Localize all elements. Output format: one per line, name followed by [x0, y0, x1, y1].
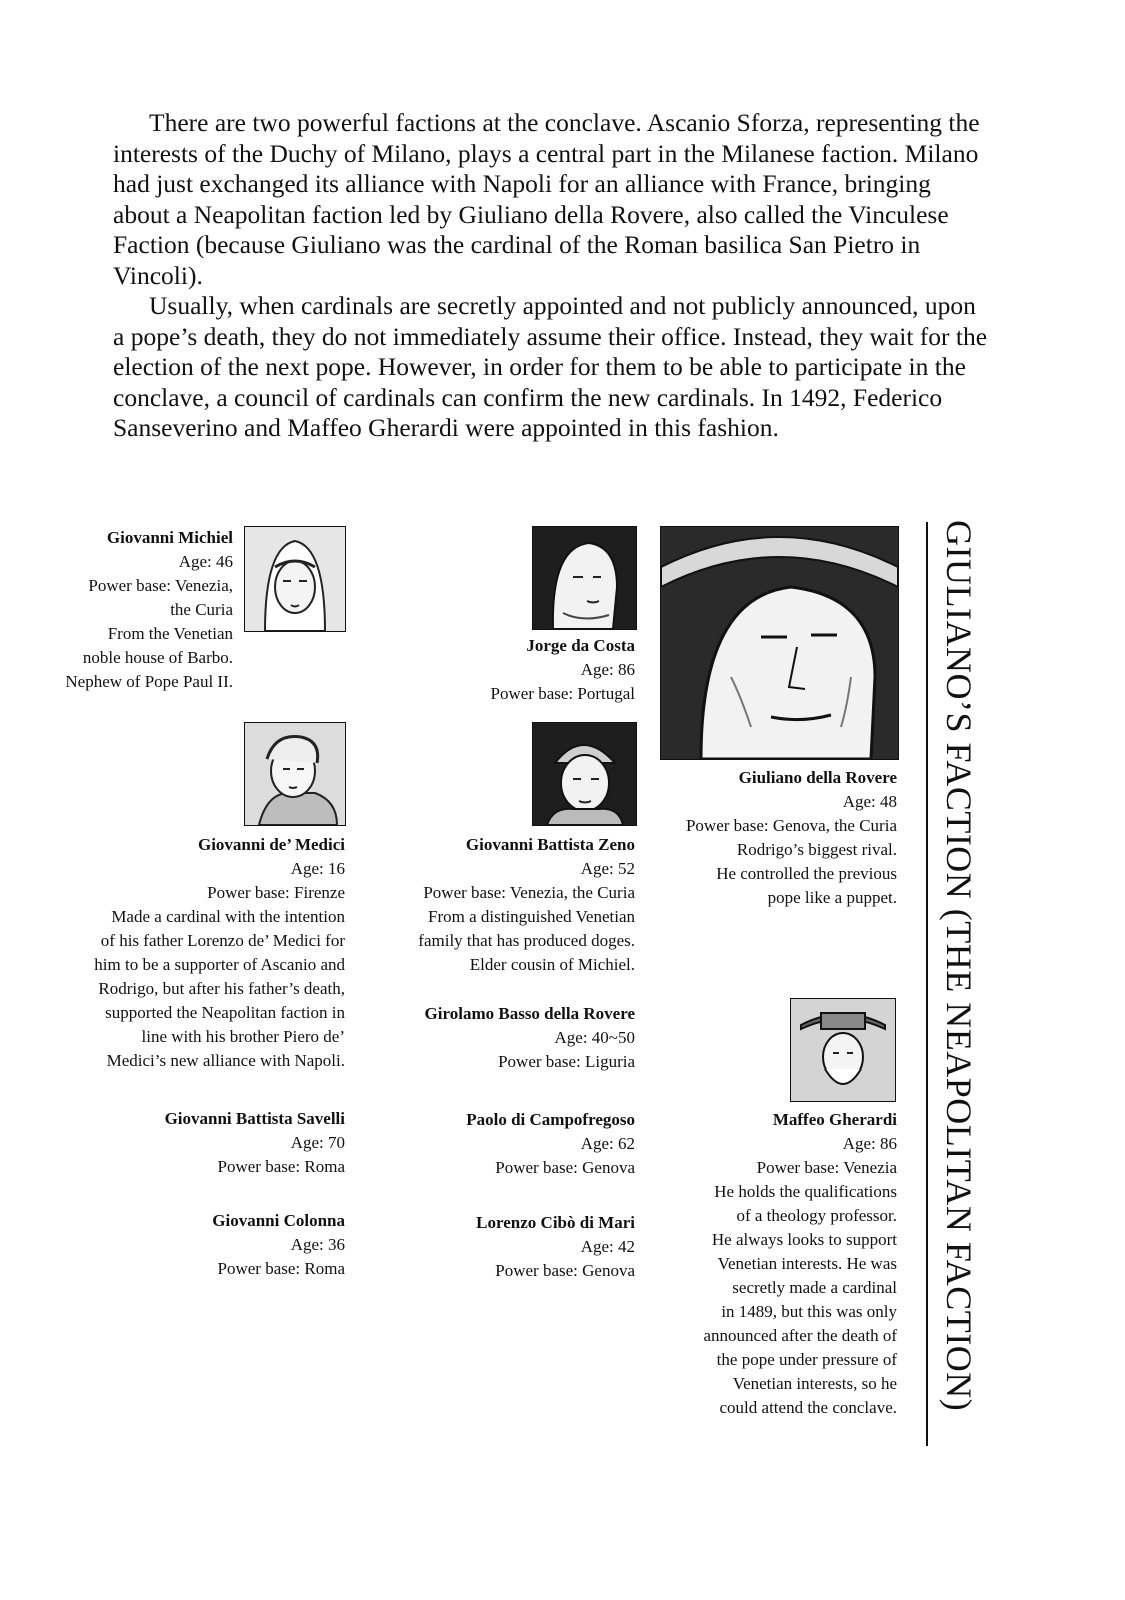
- side-title-text: GIULIANO’S FACTION (THE NEAPOLITAN FACTION): [939, 520, 979, 1412]
- cardinal-entry-giovanni-de-medici: [40, 833, 345, 1073]
- cardinal-note: him to be a supporter of Ascanio and: [94, 955, 345, 974]
- cardinal-age: Age: 70: [290, 1133, 345, 1152]
- cardinal-portrait-icon: [245, 723, 345, 825]
- cardinal-entry-giuliano-della-rovere: [640, 766, 897, 910]
- cardinal-age: Age: 36: [290, 1235, 345, 1254]
- intro-paragraph-1: There are two powerful factions at the conclave. Ascanio Sforza, representing the interests of the Duchy of Milano, plays a central part in the Milanese faction. Milano had just exchanged its alliance with Napoli for an alliance with France, bringing about a Neapolitan faction led by Giuliano della Rovere, also called the Vinculese Faction (because Giuliano was the cardinal of the Roman basilica San Pietro in Vincoli).: [113, 108, 980, 290]
- cardinal-name: Girolamo Basso della Rovere: [424, 1004, 635, 1023]
- cardinal-power-base: Power base: Roma: [217, 1157, 345, 1176]
- cardinal-entry-maffeo-gherardi: [640, 1108, 897, 1420]
- cardinal-age: Age: 86: [842, 1134, 897, 1153]
- cardinal-entry-paolo-di-campofregoso: [380, 1108, 635, 1180]
- cardinal-power-base: Power base: Firenze: [207, 883, 345, 902]
- cardinal-age: Age: 86: [580, 660, 635, 679]
- cardinal-note: of a theology professor.: [736, 1206, 897, 1225]
- cardinal-age: Age: 16: [290, 859, 345, 878]
- cardinal-note: family that has produced doges.: [418, 931, 635, 950]
- cardinal-note: Made a cardinal with the intention: [111, 907, 345, 926]
- side-title: [938, 520, 978, 1440]
- cardinal-note: noble house of Barbo.: [82, 648, 233, 667]
- cardinal-note: in 1489, but this was only: [721, 1302, 897, 1321]
- cardinal-note: From the Venetian: [107, 624, 233, 643]
- intro-paragraph-2: Usually, when cardinals are secretly appointed and not publicly announced, upon a pope’s death, they do not immediately assume their office. Instead, they wait for the election of the next pope. However, in order for them to be able to participate in the conclave, a council of cardinals can confirm the new cardinals. In 1492, Federico Sanseverino and Maffeo Gherardi were appointed in this fashion.: [113, 291, 988, 442]
- cardinal-note: Venetian interests, so he: [732, 1374, 897, 1393]
- cardinal-name: Giovanni Michiel: [106, 528, 233, 547]
- cardinal-note: of his father Lorenzo de’ Medici for: [100, 931, 345, 950]
- cardinal-entry-giovanni-michiel: [40, 526, 233, 694]
- cardinal-note: could attend the conclave.: [719, 1398, 897, 1417]
- cardinal-age: Age: 40~50: [554, 1028, 635, 1047]
- cardinal-note: announced after the death of: [703, 1326, 897, 1345]
- cardinal-power-base: Power base: Portugal: [490, 684, 635, 703]
- cardinal-note: Rodrigo’s biggest rival.: [736, 840, 897, 859]
- cardinal-power-base: Power base: Venezia: [756, 1158, 897, 1177]
- cardinal-name: Giovanni Battista Savelli: [164, 1109, 345, 1128]
- portrait-giovanni-battista-zeno: [532, 722, 637, 826]
- cardinal-age: Age: 42: [580, 1237, 635, 1256]
- cardinal-power-base: Power base: Venezia,: [88, 576, 233, 595]
- portrait-giovanni-michiel: [244, 526, 346, 632]
- cardinal-portrait-icon: [245, 527, 345, 631]
- cardinal-power-base-cont: the Curia: [170, 600, 233, 619]
- cardinal-portrait-icon: [661, 527, 898, 759]
- cardinal-note: Elder cousin of Michiel.: [469, 955, 635, 974]
- cardinal-age: Age: 52: [580, 859, 635, 878]
- cardinal-note: Nephew of Pope Paul II.: [65, 672, 233, 691]
- cardinal-note: Medici’s new alliance with Napoli.: [106, 1051, 345, 1070]
- cardinal-entry-giovanni-battista-savelli: [100, 1107, 345, 1179]
- cardinal-note: From a distinguished Venetian: [428, 907, 635, 926]
- cardinal-power-base: Power base: Roma: [217, 1259, 345, 1278]
- cardinal-portrait-icon: [533, 723, 636, 825]
- cardinal-power-base: Power base: Venezia, the Curia: [423, 883, 635, 902]
- cardinal-power-base: Power base: Genova: [495, 1158, 635, 1177]
- cardinal-age: Age: 62: [580, 1134, 635, 1153]
- cardinal-name: Maffeo Gherardi: [772, 1110, 897, 1129]
- cardinal-note: line with his brother Piero de’: [141, 1027, 345, 1046]
- cardinal-power-base: Power base: Genova, the Curia: [685, 816, 897, 835]
- cardinal-name: Giovanni de’ Medici: [197, 835, 345, 854]
- portrait-giovanni-de-medici: [244, 722, 346, 826]
- intro-text: [113, 108, 993, 444]
- cardinal-note: supported the Neapolitan faction in: [105, 1003, 345, 1022]
- side-title-divider: [926, 522, 928, 1446]
- cardinal-note: Rodrigo, but after his father’s death,: [98, 979, 345, 998]
- portrait-jorge-da-costa: [532, 526, 637, 630]
- cardinal-power-base: Power base: Genova: [495, 1261, 635, 1280]
- cardinal-age: Age: 48: [842, 792, 897, 811]
- cardinal-age: Age: 46: [178, 552, 233, 571]
- cardinal-power-base: Power base: Liguria: [498, 1052, 635, 1071]
- cardinal-entry-lorenzo-cibo-di-mari: [380, 1211, 635, 1283]
- cardinal-entry-girolamo-basso-della-rovere: [380, 1002, 635, 1074]
- cardinal-note: pope like a puppet.: [767, 888, 897, 907]
- cardinal-name: Paolo di Campofregoso: [466, 1110, 635, 1129]
- cardinal-entry-jorge-da-costa: [380, 634, 635, 706]
- cardinal-note: the pope under pressure of: [716, 1350, 897, 1369]
- cardinal-note: secretly made a cardinal: [732, 1278, 897, 1297]
- cardinal-name: Lorenzo Cibò di Mari: [476, 1213, 635, 1232]
- cardinal-entry-giovanni-colonna: [100, 1209, 345, 1281]
- cardinal-portrait-icon: [791, 999, 895, 1101]
- cardinal-note: He controlled the previous: [716, 864, 897, 883]
- cardinal-entry-giovanni-battista-zeno: [380, 833, 635, 977]
- cardinal-note: He holds the qualifications: [714, 1182, 897, 1201]
- cardinal-name: Giovanni Battista Zeno: [465, 835, 635, 854]
- cardinal-note: Venetian interests. He was: [717, 1254, 897, 1273]
- cardinal-name: Jorge da Costa: [526, 636, 635, 655]
- cardinal-name: Giovanni Colonna: [212, 1211, 345, 1230]
- cardinal-name: Giuliano della Rovere: [738, 768, 897, 787]
- portrait-maffeo-gherardi: [790, 998, 896, 1102]
- cardinal-note: He always looks to support: [711, 1230, 897, 1249]
- cardinal-portrait-icon: [533, 527, 636, 629]
- portrait-giuliano-della-rovere: [660, 526, 899, 760]
